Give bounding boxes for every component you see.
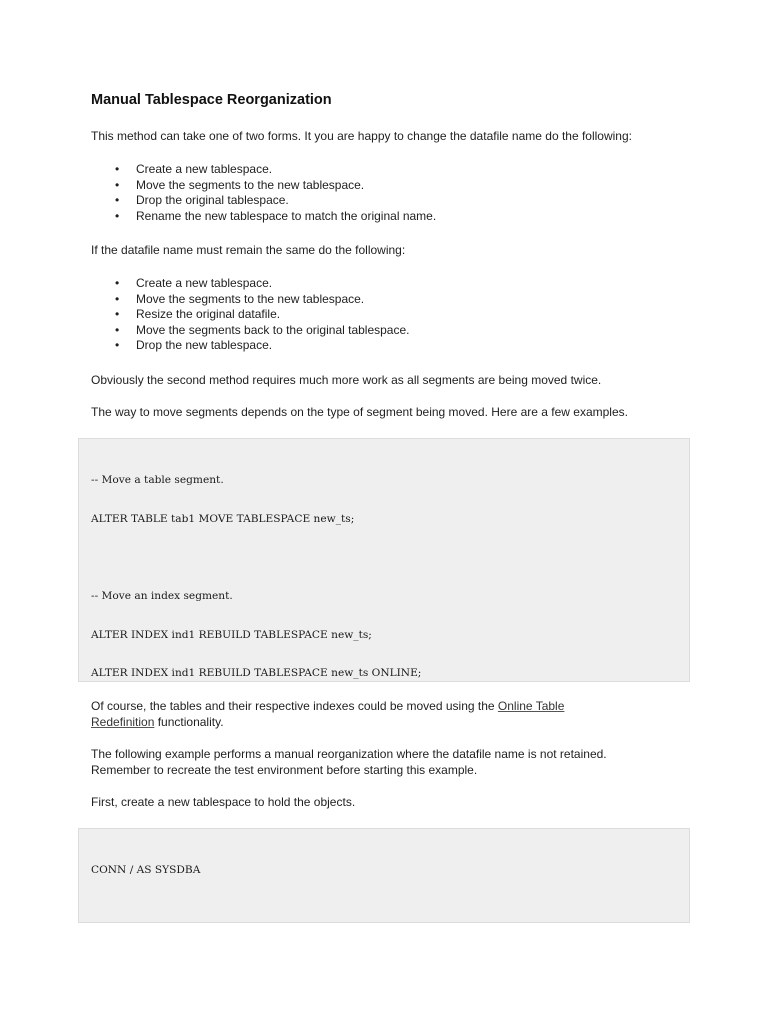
paragraph-text: Of course, the tables and their respective indexes could be moved using the bbox=[91, 699, 498, 713]
second-method-list bbox=[91, 276, 410, 354]
bullet-icon: • bbox=[115, 162, 120, 176]
same-name-intro: If the datafile name must remain the same do the following: bbox=[91, 243, 406, 257]
paragraph-text: The following example performs a manual reorganization where the datafile name is not retained. bbox=[91, 747, 607, 761]
first-method-list bbox=[91, 162, 436, 224]
link-text[interactable]: Online Table bbox=[497, 699, 565, 713]
bullet-icon: • bbox=[115, 291, 120, 306]
example-intro-paragraph bbox=[91, 747, 607, 778]
list-item-text: Drop the new tablespace. bbox=[136, 338, 273, 352]
bullet-icon: • bbox=[115, 307, 120, 321]
list-item bbox=[91, 178, 436, 194]
code-line: CONN / AS SYSDBA bbox=[91, 864, 201, 876]
list-item bbox=[91, 292, 410, 308]
segment-types-paragraph: The way to move segments depends on the type of segment being moved. Here are a few examples. bbox=[91, 405, 628, 419]
list-item bbox=[91, 193, 436, 209]
list-item bbox=[91, 338, 410, 354]
list-item-text: Resize the original datafile. bbox=[136, 307, 281, 321]
bullet-icon: • bbox=[115, 338, 120, 352]
code-block-move-segments bbox=[78, 438, 690, 682]
bullet-icon: • bbox=[115, 208, 120, 223]
code-line: ALTER INDEX ind1 REBUILD TABLESPACE new_ts; bbox=[91, 628, 372, 641]
list-item-text: Rename the new tablespace to match the original name. bbox=[136, 208, 437, 223]
paragraph-text: functionality. bbox=[154, 714, 224, 729]
first-create-paragraph: First, create a new tablespace to hold the objects. bbox=[91, 795, 356, 809]
bullet-icon: • bbox=[115, 193, 120, 207]
link-text[interactable]: Redefinition bbox=[91, 714, 155, 729]
list-item-text: Create a new tablespace. bbox=[136, 162, 273, 176]
list-item-text: Create a new tablespace. bbox=[136, 276, 273, 290]
code-line: -- Move an index segment. bbox=[91, 590, 233, 603]
list-item bbox=[91, 276, 410, 292]
list-item bbox=[91, 323, 410, 339]
code-line: ALTER TABLE tab1 MOVE TABLESPACE new_ts; bbox=[91, 512, 355, 525]
list-item-text: Move the segments to the new tablespace. bbox=[136, 291, 365, 306]
code-block-create-tablespace bbox=[78, 828, 690, 923]
online-redefinition-paragraph bbox=[91, 699, 564, 730]
paragraph-text: Remember to recreate the test environment before starting this example. bbox=[91, 762, 478, 777]
intro-paragraph: This method can take one of two forms. It you are happy to change the datafile name do the following: bbox=[91, 129, 632, 143]
list-item-text: Drop the original tablespace. bbox=[136, 193, 289, 207]
code-line bbox=[91, 902, 689, 917]
list-item bbox=[91, 209, 436, 225]
bullet-icon: • bbox=[115, 177, 120, 192]
page-title: Manual Tablespace Reorganization bbox=[91, 92, 332, 108]
list-item bbox=[91, 307, 410, 323]
obviously-paragraph: Obviously the second method requires much more work as all segments are being moved twice. bbox=[91, 373, 602, 387]
code-line bbox=[91, 550, 689, 565]
list-item-text: Move the segments to the new tablespace. bbox=[136, 177, 365, 192]
bullet-icon: • bbox=[115, 276, 120, 290]
list-item bbox=[91, 162, 436, 178]
code-line: -- Move a table segment. bbox=[91, 474, 224, 486]
bullet-icon: • bbox=[115, 322, 120, 337]
list-item-text: Move the segments back to the original tablespace. bbox=[136, 322, 410, 337]
code-line: ALTER INDEX ind1 REBUILD TABLESPACE new_ts ONLINE; bbox=[91, 667, 422, 680]
